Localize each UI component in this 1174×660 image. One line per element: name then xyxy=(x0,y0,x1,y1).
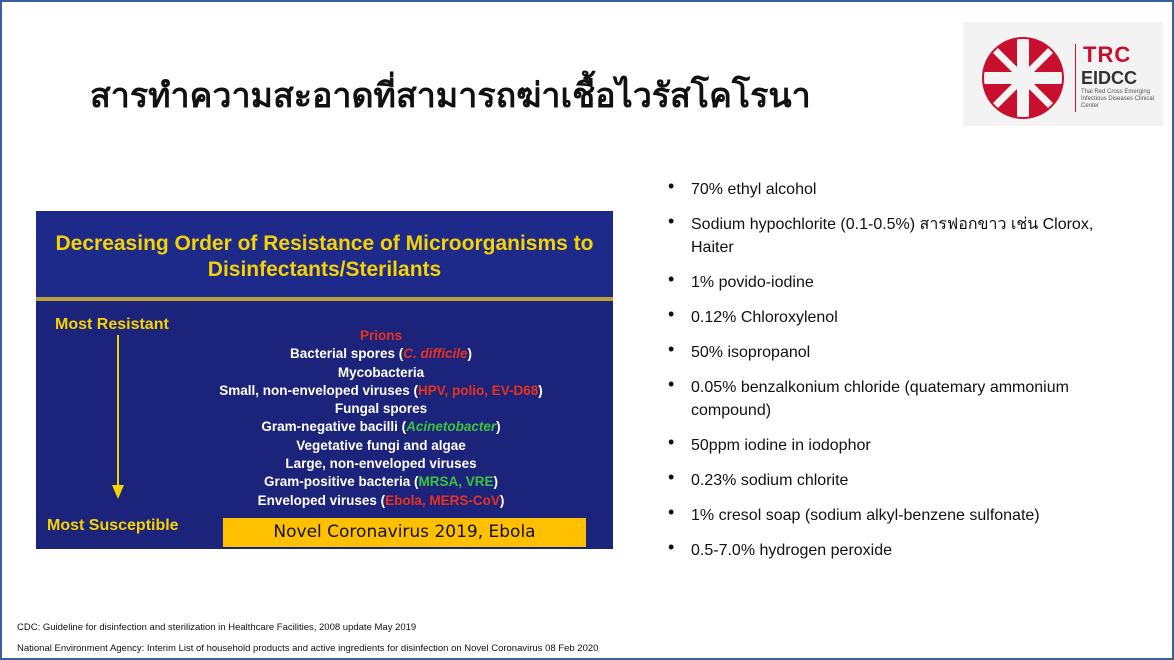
list-item: • 0.05% benzalkonium chloride (quatemary ammonium compound) xyxy=(668,376,1108,422)
panel-title-line2: Disinfectants/Sterilants xyxy=(207,258,442,281)
references xyxy=(17,617,598,659)
row-prions: Prions xyxy=(359,328,402,343)
list-item: • 0.12% Chloroxylenol xyxy=(668,306,1108,329)
row-mycobacteria: Mycobacteria xyxy=(337,364,425,380)
row-fungal-spores: Fungal spores xyxy=(334,401,428,417)
list-item: • 0.5-7.0% hydrogen peroxide xyxy=(668,539,1108,562)
row-enveloped-viruses: Enveloped viruses (Ebola, MERS-CoV) xyxy=(257,492,505,508)
slide-title: สารทำความสะอาดที่สามารถฆ่าเชื้อไวรัสโคโรนา xyxy=(90,76,811,116)
most-susceptible-label: Most Susceptible xyxy=(47,517,179,534)
reference-nea: National Environment Agency: Interim List of household products and active ingredients for disinfection on Novel Coronavirus 08 Feb 2020 xyxy=(17,643,599,654)
list-item: • 1% cresol soap (sodium alkyl-benzene sulfonate) xyxy=(668,504,1108,527)
red-cross-emblem-icon xyxy=(975,30,1071,126)
list-item: • 1% povido-iodine xyxy=(668,271,1108,294)
trc-eidcc-logo xyxy=(963,22,1163,126)
most-resistant-label: Most Resistant xyxy=(55,316,169,333)
list-item: • Sodium hypochlorite (0.1-0.5%) สารฟอกขาว เช่น Clorox, Haiter xyxy=(668,213,1108,259)
disinfectant-list xyxy=(668,178,1108,574)
list-item: • 50ppm iodine in iodophor xyxy=(668,434,1108,457)
novel-coronavirus-highlight: Novel Coronavirus 2019, Ebola xyxy=(223,518,586,547)
list-item: • 70% ethyl alcohol xyxy=(668,178,1108,201)
down-arrow-icon xyxy=(110,335,126,501)
reference-cdc: CDC: Guideline for disinfection and sterilization in Healthcare Facilities, 2008 update May 2019 xyxy=(17,622,417,633)
logo-divider xyxy=(1075,44,1076,112)
panel-title xyxy=(36,231,613,283)
list-item: • 50% isopropanol xyxy=(668,341,1108,364)
panel-divider xyxy=(36,297,613,301)
row-gram-positive: Gram-positive bacteria (MRSA, VRE) xyxy=(263,474,499,490)
row-bacterial-spores: Bacterial spores (C. difficile) xyxy=(289,346,473,362)
organism-list xyxy=(156,327,606,510)
logo-trc-text: TRC xyxy=(1083,42,1132,67)
resistance-panel xyxy=(36,211,613,549)
panel-title-line1: Decreasing Order of Resistance of Microorganisms to xyxy=(55,232,594,255)
row-small-viruses: Small, non-enveloped viruses (HPV, polio, EV-D68) xyxy=(219,382,543,398)
list-item: • 0.23% sodium chlorite xyxy=(668,469,1108,492)
row-vegetative-fungi: Vegetative fungi and algae xyxy=(296,437,466,453)
logo-eidcc-text: EIDCC xyxy=(1081,68,1138,88)
row-gram-negative: Gram-negative bacilli (Acinetobacter) xyxy=(261,419,501,435)
row-large-viruses: Large, non-enveloped viruses xyxy=(285,456,477,472)
panel-header xyxy=(36,211,613,297)
logo-tagline: Thai Red Cross Emerging Infectious Diseases Clinical Center xyxy=(1081,89,1155,109)
